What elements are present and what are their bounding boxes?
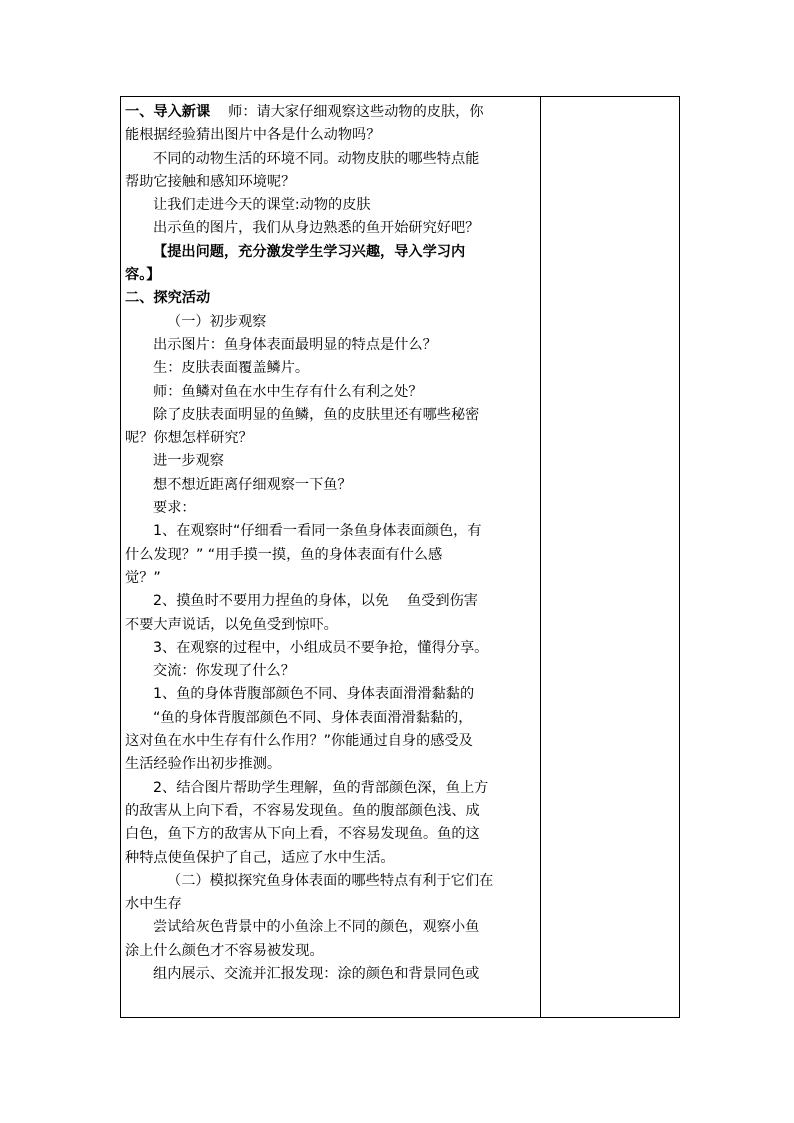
text-line: 容。】 [125, 267, 161, 284]
text-line: 师：鱼鳞对鱼在水中生存有什么有利之处？ [153, 383, 423, 400]
text-line: 进一步观察 [153, 453, 224, 470]
text-line: 出示鱼的图片，我们从身边熟悉的鱼开始研究好吧？ [153, 220, 480, 237]
text-line: “鱼的身体背腹部颜色不同、身体表面滑滑黏黏的， [153, 709, 473, 726]
text-line: 的敌害从上向下看，不容易发现鱼。鱼的腹部颜色浅、成 [125, 802, 480, 819]
text-line: 想不想近距离仔细观察一下鱼？ [153, 476, 352, 493]
text-line: 水中生存 [125, 896, 182, 913]
text-line: 3、在观察的过程中，小组成员不要争抢，懂得分享。 [153, 639, 489, 656]
text-line: 1、在观察时“仔细看一看同一条鱼身体表面颜色，有 [153, 523, 482, 540]
text-line: 1、鱼的身体背腹部颜色不同、身体表面滑滑黏黏的 [153, 686, 475, 703]
text-line: 种特点使鱼保护了自己，适应了水中生活。 [125, 849, 395, 866]
text-line: 【提出问题，充分激发学生学习兴趣，导入学习内 [153, 243, 466, 260]
text-line: 觉？” [125, 569, 161, 586]
text-line: 生活经验作出初步推测。 [125, 756, 282, 773]
text-line: 不要大声说话，以免鱼受到惊吓。 [125, 616, 338, 633]
text-line: 出示图片：鱼身体表面最明显的特点是什么？ [153, 336, 437, 353]
heading-explore: 二、探究活动 [125, 290, 211, 307]
text-line: 帮助它接触和感知环境呢？ [125, 173, 296, 190]
text-line: 尝试给灰色背景中的小鱼涂上不同的颜色，观察小鱼 [153, 919, 480, 936]
text-line: 要求： [153, 500, 196, 517]
subheading: （一）初步观察 [167, 313, 267, 330]
text-line: 不同的动物生活的环境不同。动物皮肤的哪些特点能 [153, 150, 480, 167]
text-line: 呢？你想怎样研究？ [125, 430, 253, 447]
text-line: 2、摸鱼时不要用力捏鱼的身体，以免 鱼受到伤害 [153, 593, 478, 610]
text-line: 交流：你发现了什么？ [153, 663, 295, 680]
column-divider [540, 97, 541, 1017]
text-line: 让我们走进今天的课堂:动物的皮肤 [153, 197, 371, 214]
heading-intro: 一、导入新课 师：请大家仔细观察这些动物的皮肤，你 [125, 104, 484, 120]
text-line: 白色，鱼下方的敌害从下向上看，不容易发现鱼。鱼的这 [125, 826, 480, 843]
text-line: 生：皮肤表面覆盖鳞片。 [153, 360, 310, 377]
lesson-content [125, 101, 537, 986]
text-line: 除了皮肤表面明显的鱼鳞，鱼的皮肤里还有哪些秘密 [153, 406, 480, 423]
subheading: （二）模拟探究鱼身体表面的哪些特点有利于它们在 [167, 872, 494, 889]
text-line: 组内展示、交流并汇报发现：涂的颜色和背景同色或 [153, 965, 480, 982]
text-line: 什么发现？” “用手摸一摸，鱼的身体表面有什么感 [125, 546, 443, 563]
lesson-table [120, 96, 680, 1018]
text-line: 能根据经验猜出图片中各是什么动物吗？ [125, 127, 381, 144]
text-line: 2、结合图片帮助学生理解，鱼的背部颜色深，鱼上方 [153, 779, 489, 796]
text-line: 涂上什么颜色才不容易被发现。 [125, 942, 324, 959]
text-line: 这对鱼在水中生存有什么作用？”你能通过自身的感受及 [125, 733, 473, 750]
